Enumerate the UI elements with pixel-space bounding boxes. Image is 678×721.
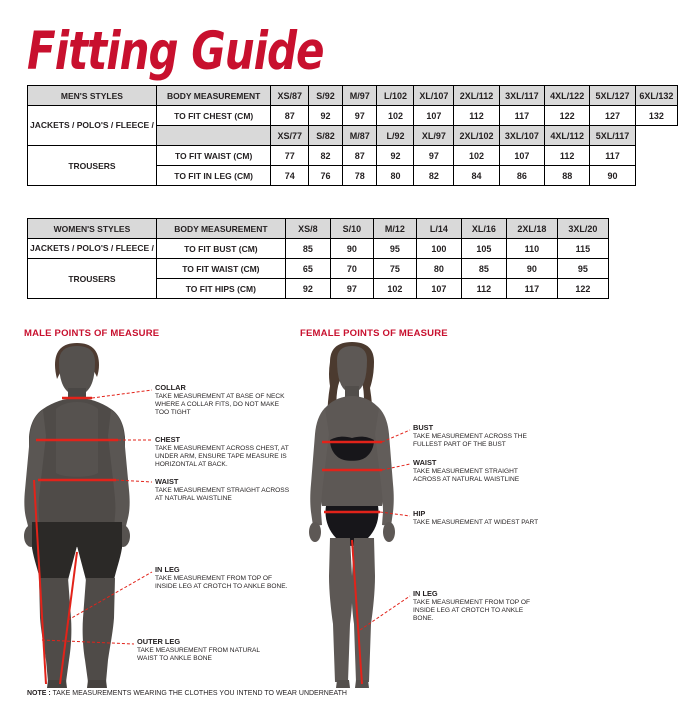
cell: 2XL/102 bbox=[454, 126, 499, 146]
annotation-text: TAKE MEASUREMENT ACROSS CHEST, AT UNDER ARM, ENSURE TAPE MEASURE IS HORIZONTAL AT BACK. bbox=[155, 445, 289, 468]
table-header-row bbox=[28, 86, 678, 106]
cell-empty bbox=[635, 146, 677, 166]
cell: 74 bbox=[271, 166, 309, 186]
male-points-heading: MALE POINTS OF MEASURE bbox=[24, 328, 160, 339]
col-header: 4XL/122 bbox=[545, 86, 590, 106]
row-measurement: TO FIT HIPS (CM) bbox=[156, 279, 285, 299]
col-header: L/14 bbox=[416, 219, 461, 239]
cell: 92 bbox=[285, 279, 330, 299]
cell: 115 bbox=[557, 239, 608, 259]
col-header: 3XL/117 bbox=[499, 86, 544, 106]
annotation-title: WAIST bbox=[413, 458, 437, 467]
annotation-title: HIP bbox=[413, 509, 426, 518]
cell: 117 bbox=[590, 146, 635, 166]
row-label: JACKETS / POLO'S / FLEECE / bbox=[28, 106, 157, 146]
cell: 122 bbox=[545, 106, 590, 126]
cell: 5XL/117 bbox=[590, 126, 635, 146]
cell: 112 bbox=[461, 279, 506, 299]
row-label: TROUSERS bbox=[28, 259, 157, 299]
page-title: Fitting Guide bbox=[27, 20, 324, 82]
col-header: BODY MEASUREMENT bbox=[156, 219, 285, 239]
cell: 117 bbox=[499, 106, 544, 126]
col-header: XL/16 bbox=[461, 219, 506, 239]
cell: XS/77 bbox=[271, 126, 309, 146]
cell: 88 bbox=[545, 166, 590, 186]
cell: 122 bbox=[557, 279, 608, 299]
table-header-row bbox=[28, 219, 609, 239]
cell: 102 bbox=[377, 106, 414, 126]
table-row bbox=[28, 259, 609, 279]
cell: 107 bbox=[499, 146, 544, 166]
cell: 95 bbox=[373, 239, 416, 259]
cell: 97 bbox=[414, 146, 454, 166]
annotation-text: TAKE MEASUREMENT STRAIGHT ACROSS AT NATURAL WAISTLINE bbox=[413, 468, 520, 483]
col-header: WOMEN'S STYLES bbox=[28, 219, 157, 239]
cell: 112 bbox=[545, 146, 590, 166]
annotation-title: CHEST bbox=[155, 435, 181, 444]
annotation-waist-male bbox=[155, 478, 290, 503]
col-header: 5XL/127 bbox=[590, 86, 635, 106]
col-header: L/102 bbox=[377, 86, 414, 106]
cell: 107 bbox=[416, 279, 461, 299]
annotation-title: COLLAR bbox=[155, 383, 186, 392]
col-header: 6XL/132 bbox=[635, 86, 677, 106]
cell: 92 bbox=[377, 146, 414, 166]
col-header: M/97 bbox=[342, 86, 377, 106]
col-header: S/10 bbox=[330, 219, 373, 239]
col-header: XL/107 bbox=[414, 86, 454, 106]
cell: M/87 bbox=[342, 126, 377, 146]
note-label: NOTE : bbox=[27, 690, 51, 697]
table-row bbox=[28, 146, 678, 166]
col-header: 3XL/20 bbox=[557, 219, 608, 239]
cell: 87 bbox=[342, 146, 377, 166]
cell: 90 bbox=[330, 239, 373, 259]
cell: 4XL/112 bbox=[545, 126, 590, 146]
row-label: JACKETS / POLO'S / FLEECE / bbox=[28, 239, 157, 259]
row-measurement bbox=[156, 126, 271, 146]
cell: 105 bbox=[461, 239, 506, 259]
cell: 107 bbox=[414, 106, 454, 126]
cell: 80 bbox=[416, 259, 461, 279]
cell: 85 bbox=[461, 259, 506, 279]
col-header: MEN'S STYLES bbox=[28, 86, 157, 106]
annotation-text: TAKE MEASUREMENT FROM NATURAL WAIST TO ANKLE BONE bbox=[137, 647, 260, 662]
annotation-waist-female bbox=[413, 459, 543, 484]
row-measurement: TO FIT IN LEG (CM) bbox=[156, 166, 271, 186]
annotation-outerleg bbox=[137, 638, 272, 663]
womens-size-table bbox=[27, 218, 609, 299]
cell: 90 bbox=[590, 166, 635, 186]
annotation-title: OUTER LEG bbox=[137, 637, 181, 646]
cell: 85 bbox=[285, 239, 330, 259]
col-header: M/12 bbox=[373, 219, 416, 239]
cell: 3XL/107 bbox=[499, 126, 544, 146]
annotation-inleg-female bbox=[413, 590, 543, 623]
cell: 102 bbox=[454, 146, 499, 166]
cell: L/92 bbox=[377, 126, 414, 146]
cell: 100 bbox=[416, 239, 461, 259]
annotation-inleg-male bbox=[155, 566, 290, 591]
annotation-title: IN LEG bbox=[155, 565, 180, 574]
footer-note bbox=[27, 690, 347, 697]
col-header: XS/8 bbox=[285, 219, 330, 239]
row-measurement: TO FIT CHEST (CM) bbox=[156, 106, 271, 126]
col-header: BODY MEASUREMENT bbox=[156, 86, 271, 106]
col-header: 2XL/18 bbox=[506, 219, 557, 239]
mens-size-table bbox=[27, 85, 678, 186]
annotation-text: TAKE MEASUREMENT FROM TOP OF INSIDE LEG AT CROTCH TO ANKLE BONE. bbox=[413, 599, 530, 622]
col-header: S/92 bbox=[309, 86, 343, 106]
cell-empty bbox=[635, 126, 677, 146]
female-points-heading: FEMALE POINTS OF MEASURE bbox=[300, 328, 448, 339]
cell: 78 bbox=[342, 166, 377, 186]
col-header: XS/87 bbox=[271, 86, 309, 106]
male-figure bbox=[24, 343, 152, 688]
cell: 86 bbox=[499, 166, 544, 186]
cell: 80 bbox=[377, 166, 414, 186]
annotation-title: WAIST bbox=[155, 477, 179, 486]
annotation-text: TAKE MEASUREMENT FROM TOP OF INSIDE LEG AT CROTCH TO ANKLE BONE. bbox=[155, 575, 288, 590]
annotation-chest bbox=[155, 436, 290, 469]
cell: 82 bbox=[309, 146, 343, 166]
cell: 65 bbox=[285, 259, 330, 279]
cell: 77 bbox=[271, 146, 309, 166]
row-measurement: TO FIT WAIST (CM) bbox=[156, 146, 271, 166]
cell: 97 bbox=[330, 279, 373, 299]
cell: 75 bbox=[373, 259, 416, 279]
cell: 117 bbox=[506, 279, 557, 299]
cell: 70 bbox=[330, 259, 373, 279]
annotation-bust bbox=[413, 424, 543, 449]
annotation-title: IN LEG bbox=[413, 589, 438, 598]
cell: 102 bbox=[373, 279, 416, 299]
cell: 92 bbox=[309, 106, 343, 126]
annotation-text: TAKE MEASUREMENT AT BASE OF NECK WHERE A COLLAR FITS, DO NOT MAKE TOO TIGHT bbox=[155, 393, 285, 416]
table-row bbox=[28, 106, 678, 126]
cell: 127 bbox=[590, 106, 635, 126]
row-label: TROUSERS bbox=[28, 146, 157, 186]
annotation-text: TAKE MEASUREMENT ACROSS THE FULLEST PART OF THE BUST bbox=[413, 433, 527, 448]
row-measurement: TO FIT BUST (CM) bbox=[156, 239, 285, 259]
cell: S/82 bbox=[309, 126, 343, 146]
cell: 87 bbox=[271, 106, 309, 126]
table-row bbox=[28, 239, 609, 259]
cell: 95 bbox=[557, 259, 608, 279]
cell: 84 bbox=[454, 166, 499, 186]
cell: XL/97 bbox=[414, 126, 454, 146]
points-of-measure-diagram bbox=[0, 340, 678, 690]
annotation-text: TAKE MEASUREMENT STRAIGHT ACROSS AT NATURAL WAISTLINE bbox=[155, 487, 290, 502]
col-header: 2XL/112 bbox=[454, 86, 499, 106]
female-figure bbox=[309, 342, 410, 688]
cell: 110 bbox=[506, 239, 557, 259]
note-text: TAKE MEASUREMENTS WEARING THE CLOTHES YOU INTEND TO WEAR UNDERNEATH bbox=[50, 690, 347, 697]
annotation-title: BUST bbox=[413, 423, 434, 432]
cell: 132 bbox=[635, 106, 677, 126]
cell: 76 bbox=[309, 166, 343, 186]
cell: 90 bbox=[506, 259, 557, 279]
annotation-hip bbox=[413, 510, 543, 527]
cell: 97 bbox=[342, 106, 377, 126]
cell: 82 bbox=[414, 166, 454, 186]
cell-empty bbox=[635, 166, 677, 186]
row-measurement: TO FIT WAIST (CM) bbox=[156, 259, 285, 279]
annotation-text: TAKE MEASUREMENT AT WIDEST PART bbox=[413, 519, 539, 526]
cell: 112 bbox=[454, 106, 499, 126]
annotation-collar bbox=[155, 384, 290, 417]
